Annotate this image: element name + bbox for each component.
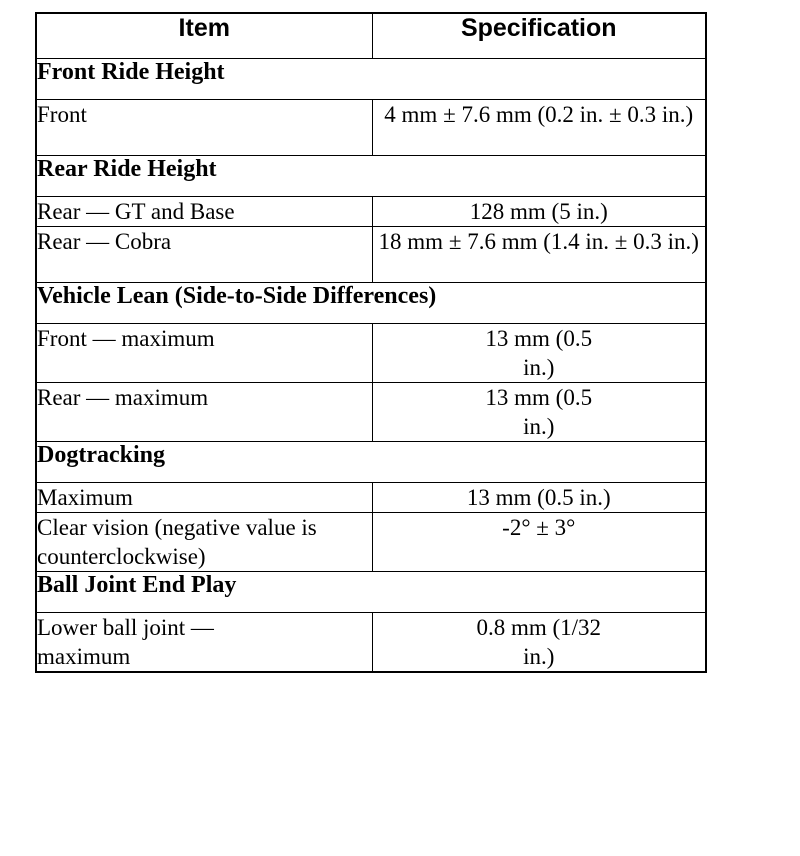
section-row [36,59,706,100]
table-row [36,227,706,283]
spec-cell: 13 mm (0.5 in.) [372,383,706,442]
table-row [36,197,706,227]
table-row [36,100,706,156]
spec-cell: 13 mm (0.5 in.) [372,483,706,513]
section-title: Rear Ride Height [36,156,706,197]
item-cell: Maximum [36,483,372,513]
spec-cell: 4 mm ± 7.6 mm (0.2 in. ± 0.3 in.) [372,100,706,156]
item-cell: Rear — maximum [36,383,372,442]
spec-cell: 18 mm ± 7.6 mm (1.4 in. ± 0.3 in.) [372,227,706,283]
section-title: Dogtracking [36,442,706,483]
section-row [36,156,706,197]
item-cell: Rear — GT and Base [36,197,372,227]
specification-column-header: Specification [372,13,706,59]
section-title: Vehicle Lean (Side-to-Side Differences) [36,283,706,324]
item-cell: Front — maximum [36,324,372,383]
table-row [36,513,706,572]
section-row [36,283,706,324]
section-row [36,572,706,613]
spec-cell: 0.8 mm (1/32 in.) [372,613,706,673]
spec-cell: 128 mm (5 in.) [372,197,706,227]
section-title: Ball Joint End Play [36,572,706,613]
table-row [36,383,706,442]
item-cell: Rear — Cobra [36,227,372,283]
table-row [36,483,706,513]
item-cell: Front [36,100,372,156]
spec-cell: 13 mm (0.5 in.) [372,324,706,383]
item-cell: Clear vision (negative value is counterclockwise) [36,513,372,572]
table-row [36,324,706,383]
specification-table [35,12,707,673]
item-cell: Lower ball joint — maximum [36,613,372,673]
spec-cell: -2° ± 3° [372,513,706,572]
table-row [36,613,706,673]
header-row [36,13,706,59]
section-title: Front Ride Height [36,59,706,100]
item-column-header: Item [36,13,372,59]
section-row [36,442,706,483]
